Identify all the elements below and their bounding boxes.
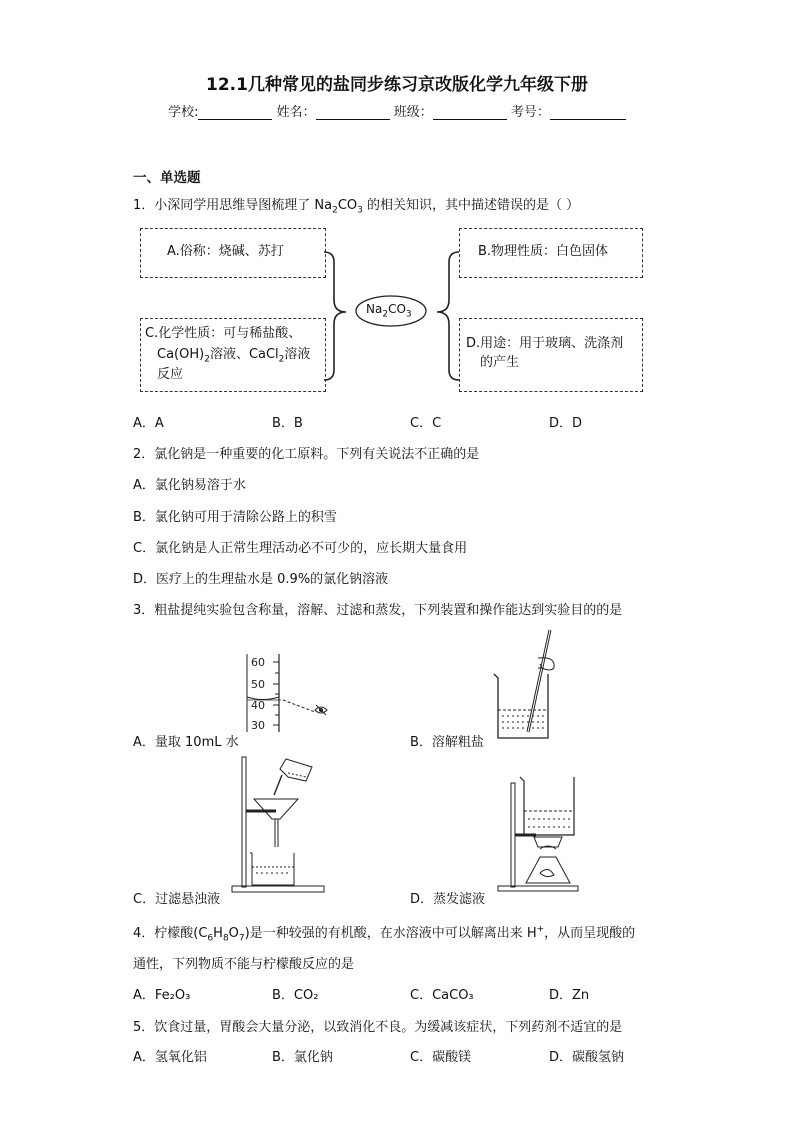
- tick-60: 60: [251, 656, 265, 669]
- figure-beaker-stirring: [490, 628, 560, 743]
- q4-option-c[interactable]: C．CaCO₃: [410, 988, 474, 1003]
- figure-graduated-cylinder: [235, 650, 345, 735]
- q4-option-d[interactable]: D．Zn: [549, 988, 590, 1003]
- question-2-stem: 2．氯化钠是一种重要的化工原料。下列有关说法不正确的是: [133, 447, 480, 462]
- question-4-stem-line2: 通性，下列物质不能与柠檬酸反应的是: [133, 957, 355, 972]
- q1-option-b[interactable]: B．B: [272, 416, 303, 431]
- figure-evaporation: [496, 775, 582, 893]
- q4-option-a[interactable]: A．Fe₂O₃: [133, 988, 191, 1003]
- q5-option-a[interactable]: A．氢氧化铝: [133, 1050, 207, 1065]
- q2-option-a[interactable]: A．氯化钠易溶于水: [133, 478, 246, 493]
- q1-option-d[interactable]: D．D: [549, 416, 583, 431]
- q3-option-d[interactable]: D．蒸发滤液: [410, 892, 486, 907]
- q2-option-b[interactable]: B．氯化钠可用于清除公路上的积雪: [133, 510, 337, 525]
- question-3-stem: 3．粗盐提纯实验包含称量，溶解、过滤和蒸发，下列装置和操作能达到实验目的的是: [133, 603, 623, 618]
- name-label: 姓名：: [276, 105, 316, 120]
- eye-icon: [315, 705, 327, 715]
- question-4-stem-line1: 4．柠檬酸$(C_6H_8O_7)$是一种较强的有机酸，在水溶液中可以解离出来 H+，从而呈现酸的: [133, 924, 636, 944]
- q2-option-c[interactable]: C．氯化钠是人正常生理活动必不可少的，应长期大量食用: [133, 541, 468, 556]
- mindmap-box-c: C.化学性质：可与稀盐酸、 $Ca(OH)_2$溶液、CaCl$_2$溶液 反应: [140, 318, 326, 392]
- q3-option-c[interactable]: C．过滤悬浊液: [133, 892, 221, 907]
- tick-50: 50: [251, 678, 265, 691]
- school-label: 学校:: [168, 105, 199, 120]
- tick-30: 30: [251, 719, 265, 732]
- q1-option-c[interactable]: C．C: [410, 416, 442, 431]
- q1-option-a[interactable]: A．A: [133, 416, 164, 431]
- q2-option-d[interactable]: D．医疗上的生理盐水是 0.9%的氯化钠溶液: [133, 572, 389, 587]
- mindmap-center-label: $Na_2CO_3$: [366, 302, 412, 320]
- tick-40: 40: [251, 699, 265, 712]
- figure-filtration: [228, 755, 328, 895]
- class-label: 班级：: [393, 105, 433, 120]
- q5-option-b[interactable]: B．氯化钠: [272, 1050, 333, 1065]
- mindmap-box-d: D.用途：用于玻璃、洗涤剂 的产生: [459, 318, 643, 392]
- mindmap-box-b: B.物理性质：白色固体: [459, 228, 643, 278]
- section-heading: 一、单选题: [133, 170, 201, 186]
- mindmap-braces: [0, 0, 794, 420]
- q3-option-a[interactable]: A．量取 10mL 水: [133, 735, 239, 750]
- number-label: 考号：: [510, 105, 550, 120]
- q5-option-c[interactable]: C．碳酸镁: [410, 1050, 472, 1065]
- q5-option-d[interactable]: D．碳酸氢钠: [549, 1050, 625, 1065]
- question-1-stem: 1．小深同学用思维导图梳理了 $Na_2CO_3$ 的相关知识，其中描述错误的是（ ）: [133, 198, 580, 216]
- q3-option-b[interactable]: B．溶解粗盐: [410, 735, 484, 750]
- q4-option-b[interactable]: B．CO₂: [272, 988, 319, 1003]
- mindmap-box-a: A.俗称：烧碱、苏打: [140, 228, 326, 278]
- page-title: 12.1几种常见的盐同步练习京改版化学九年级下册: [206, 75, 588, 95]
- question-5-stem: 5．饮食过量，胃酸会大量分泌，以致消化不良。为缓减该症状，下列药剂不适宜的是: [133, 1020, 623, 1035]
